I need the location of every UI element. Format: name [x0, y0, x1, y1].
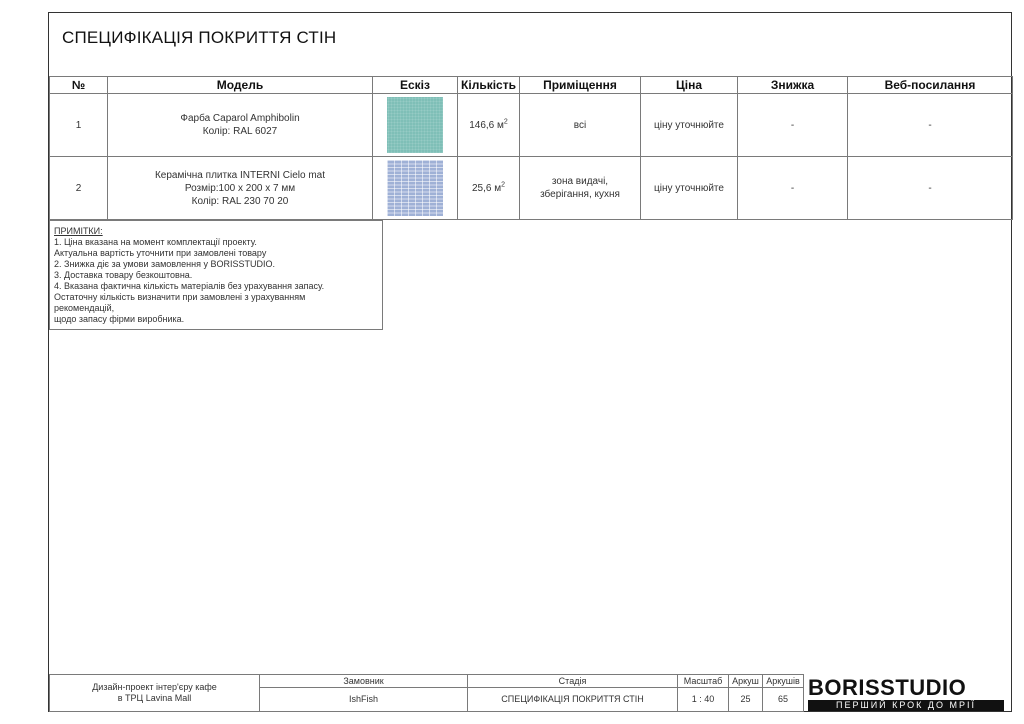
note-line: рекомендацій,	[54, 303, 115, 313]
col-header-model: Модель	[108, 77, 373, 94]
row-discount: -	[738, 157, 848, 220]
row-number: 2	[50, 157, 108, 220]
note-line: Остаточну кількість визначити при замовлені з урахуванням	[54, 292, 306, 302]
row-room: всі	[520, 94, 641, 157]
sheets-value: 65	[763, 688, 804, 712]
quantity-value: 25,6 м	[471, 182, 502, 194]
scale-value: 1 : 40	[678, 688, 729, 712]
note-line: Актуальна вартість уточнити при замовлені товару	[54, 248, 267, 258]
notes-title: ПРИМІТКИ:	[54, 226, 103, 236]
table-header-row	[50, 77, 1013, 94]
room-line: зберігання, кухня	[540, 189, 620, 200]
stage-value: СПЕЦИФІКАЦІЯ ПОКРИТТЯ СТІН	[468, 688, 678, 712]
model-size: Розмір:100 х 200 х 7 мм	[184, 182, 296, 194]
model-color: Колір: RAL 230 70 20	[191, 195, 289, 207]
quantity-unit-power: 2	[503, 118, 508, 126]
note-line: 1. Ціна вказана на момент комплектації проекту.	[54, 237, 257, 247]
col-header-number: №	[50, 77, 108, 94]
title-block	[49, 674, 1013, 712]
notes-box	[49, 220, 383, 330]
sheet-label: Аркуш	[729, 675, 763, 688]
col-header-link: Веб-посилання	[848, 77, 1013, 94]
row-sketch	[373, 157, 458, 220]
row-room	[520, 157, 641, 220]
client-label: Замовник	[260, 675, 468, 688]
note-line: щодо запасу фірми виробника.	[54, 314, 185, 324]
scale-label: Масштаб	[678, 675, 729, 688]
tile-swatch-icon	[387, 160, 443, 216]
quantity-unit-power: 2	[501, 181, 506, 189]
row-price: ціну уточнюйте	[641, 157, 738, 220]
row-link[interactable]: -	[848, 157, 1013, 220]
table-row	[50, 94, 1013, 157]
row-model	[108, 94, 373, 157]
page-title: СПЕЦИФІКАЦІЯ ПОКРИТТЯ СТІН	[62, 28, 337, 47]
client-value: IshFish	[260, 688, 468, 712]
model-name: Керамічна плитка INTERNI Cielo mat	[154, 169, 326, 181]
row-price: ціну уточнюйте	[641, 94, 738, 157]
room-line: зона видачі,	[551, 176, 609, 187]
stage-label: Стадія	[468, 675, 678, 688]
note-line: 4. Вказана фактична кількість матеріалів без урахування запасу.	[54, 281, 325, 291]
col-header-room: Приміщення	[520, 77, 641, 94]
model-color: Колір: RAL 6027	[202, 126, 278, 137]
quantity-value: 146,6 м	[469, 119, 504, 131]
row-quantity	[458, 157, 520, 220]
col-header-quantity: Кількість	[458, 77, 520, 94]
model-name: Фарба Caparol Amphibolin	[180, 113, 300, 124]
col-header-discount: Знижка	[738, 77, 848, 94]
col-header-sketch: Ескіз	[373, 77, 458, 94]
row-discount: -	[738, 94, 848, 157]
row-sketch	[373, 94, 458, 157]
logo-tagline: ПЕРШИЙ КРОК ДО МРІЇ	[808, 700, 1004, 711]
studio-logo	[804, 675, 1013, 712]
note-line: 2. Знижка діє за умови замовлення у BORISSTUDIO.	[54, 259, 275, 269]
sheet-value: 25	[729, 688, 763, 712]
row-number: 1	[50, 94, 108, 157]
sheets-label: Аркушів	[763, 675, 804, 688]
row-model	[108, 157, 373, 220]
row-quantity	[458, 94, 520, 157]
paint-swatch-icon	[387, 97, 443, 153]
logo-text: BORISSTUDIO	[808, 674, 967, 700]
project-name-line: в ТРЦ Lavina Mall	[117, 693, 192, 703]
row-link[interactable]: -	[848, 94, 1013, 157]
col-header-price: Ціна	[641, 77, 738, 94]
specification-table	[49, 76, 1013, 220]
table-row	[50, 157, 1013, 220]
note-line: 3. Доставка товару безкоштовна.	[54, 270, 193, 280]
project-name-line: Дизайн-проект інтер'єру кафе	[92, 682, 217, 692]
project-name	[50, 675, 260, 712]
